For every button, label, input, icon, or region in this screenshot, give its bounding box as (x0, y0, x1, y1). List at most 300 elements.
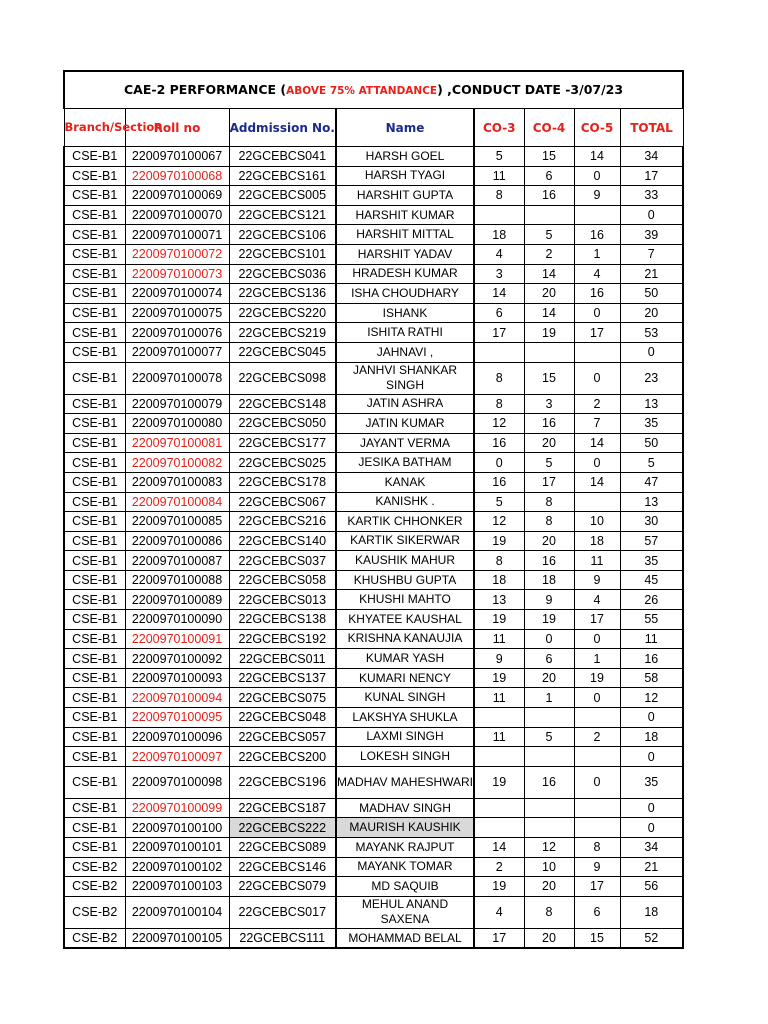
cell-branch: CSE-B1 (64, 186, 125, 206)
cell-roll: 2200970100097 (125, 747, 229, 767)
cell-admission: 22GCEBCS161 (229, 166, 336, 186)
cell-co4: 8 (524, 512, 574, 532)
table-row (64, 766, 683, 798)
cell-co5: 9 (574, 186, 620, 206)
table-row (64, 284, 683, 304)
cell-co4: 18 (524, 570, 574, 590)
cell-admission: 22GCEBCS041 (229, 147, 336, 167)
cell-co4: 19 (524, 610, 574, 630)
cell-co3 (474, 798, 524, 818)
cell-co3: 19 (474, 610, 524, 630)
cell-total: 20 (620, 303, 683, 323)
cell-co4: 10 (524, 857, 574, 877)
cell-admission: 22GCEBCS013 (229, 590, 336, 610)
cell-co4: 16 (524, 551, 574, 571)
header-co3: CO-3 (474, 109, 524, 147)
header-co4: CO-4 (524, 109, 574, 147)
cell-roll: 2200970100074 (125, 284, 229, 304)
cell-total: 45 (620, 570, 683, 590)
cell-co3: 18 (474, 570, 524, 590)
cell-co5 (574, 798, 620, 818)
cell-co3: 8 (474, 186, 524, 206)
cell-admission: 22GCEBCS219 (229, 323, 336, 343)
cell-name: JAYANT VERMA (336, 433, 474, 453)
cell-roll: 2200970100086 (125, 531, 229, 551)
cell-co5: 17 (574, 323, 620, 343)
cell-roll: 2200970100088 (125, 570, 229, 590)
cell-roll: 2200970100077 (125, 342, 229, 362)
cell-branch: CSE-B1 (64, 362, 125, 394)
sheet-title (64, 71, 683, 109)
cell-branch: CSE-B1 (64, 433, 125, 453)
table-row (64, 570, 683, 590)
cell-co4: 5 (524, 727, 574, 747)
cell-name: JESIKA BATHAM (336, 453, 474, 473)
cell-total: 21 (620, 857, 683, 877)
cell-admission: 22GCEBCS138 (229, 610, 336, 630)
cell-total: 17 (620, 166, 683, 186)
cell-co3 (474, 342, 524, 362)
cell-total: 11 (620, 629, 683, 649)
cell-co3: 4 (474, 244, 524, 264)
cell-admission: 22GCEBCS121 (229, 205, 336, 225)
cell-co4 (524, 708, 574, 728)
cell-co4: 17 (524, 472, 574, 492)
cell-co3: 16 (474, 472, 524, 492)
cell-roll: 2200970100068 (125, 166, 229, 186)
cell-branch: CSE-B1 (64, 492, 125, 512)
cell-co4: 14 (524, 264, 574, 284)
cell-branch: CSE-B1 (64, 649, 125, 669)
cell-branch: CSE-B1 (64, 688, 125, 708)
cell-total: 34 (620, 147, 683, 167)
table-row (64, 147, 683, 167)
cell-co3: 16 (474, 433, 524, 453)
table-row (64, 551, 683, 571)
cell-branch: CSE-B1 (64, 629, 125, 649)
cell-admission: 22GCEBCS098 (229, 362, 336, 394)
cell-co4: 19 (524, 323, 574, 343)
cell-admission: 22GCEBCS137 (229, 668, 336, 688)
cell-roll: 2200970100104 (125, 896, 229, 928)
cell-name: KANISHK . (336, 492, 474, 512)
cell-co4: 5 (524, 453, 574, 473)
cell-roll: 2200970100090 (125, 610, 229, 630)
cell-co4: 15 (524, 362, 574, 394)
cell-admission: 22GCEBCS057 (229, 727, 336, 747)
cell-co5 (574, 818, 620, 838)
cell-co4: 20 (524, 284, 574, 304)
cell-roll: 2200970100067 (125, 147, 229, 167)
table-row (64, 629, 683, 649)
cell-branch: CSE-B1 (64, 472, 125, 492)
header-roll: Roll no (125, 109, 229, 147)
cell-co5: 14 (574, 433, 620, 453)
cell-roll: 2200970100092 (125, 649, 229, 669)
cell-co5: 1 (574, 244, 620, 264)
table-row (64, 688, 683, 708)
cell-name: MAURISH KAUSHIK (336, 818, 474, 838)
table-row (64, 818, 683, 838)
cell-co3: 14 (474, 838, 524, 858)
cell-roll: 2200970100095 (125, 708, 229, 728)
cell-admission: 22GCEBCS216 (229, 512, 336, 532)
table-row (64, 708, 683, 728)
cell-total: 34 (620, 838, 683, 858)
cell-admission: 22GCEBCS089 (229, 838, 336, 858)
cell-admission: 22GCEBCS178 (229, 472, 336, 492)
cell-branch: CSE-B1 (64, 205, 125, 225)
cell-roll: 2200970100084 (125, 492, 229, 512)
cell-name: KHYATEE KAUSHAL (336, 610, 474, 630)
cell-co5 (574, 747, 620, 767)
cell-branch: CSE-B1 (64, 453, 125, 473)
cell-co5: 16 (574, 225, 620, 245)
cell-name: HARSHIT KUMAR (336, 205, 474, 225)
cell-co5: 0 (574, 629, 620, 649)
cell-co3: 17 (474, 928, 524, 948)
cell-admission: 22GCEBCS048 (229, 708, 336, 728)
cell-total: 58 (620, 668, 683, 688)
cell-admission: 22GCEBCS017 (229, 896, 336, 928)
cell-name: JANHVI SHANKAR SINGH (336, 362, 474, 394)
cell-co4: 9 (524, 590, 574, 610)
cell-co3: 4 (474, 896, 524, 928)
cell-name: JATIN KUMAR (336, 414, 474, 434)
cell-co5: 4 (574, 264, 620, 284)
cell-total: 35 (620, 766, 683, 798)
cell-co3: 8 (474, 551, 524, 571)
table-row (64, 928, 683, 948)
cell-co4: 20 (524, 531, 574, 551)
cell-name: HRADESH KUMAR (336, 264, 474, 284)
table-row (64, 531, 683, 551)
cell-roll: 2200970100099 (125, 798, 229, 818)
cell-branch: CSE-B2 (64, 857, 125, 877)
performance-sheet (63, 70, 682, 949)
cell-co4: 6 (524, 166, 574, 186)
cell-co5: 14 (574, 147, 620, 167)
cell-co5: 0 (574, 303, 620, 323)
cell-name: MEHUL ANAND SAXENA (336, 896, 474, 928)
cell-co5: 0 (574, 688, 620, 708)
table-row (64, 472, 683, 492)
cell-total: 47 (620, 472, 683, 492)
cell-total: 18 (620, 727, 683, 747)
cell-branch: CSE-B1 (64, 512, 125, 532)
cell-co5 (574, 708, 620, 728)
cell-total: 21 (620, 264, 683, 284)
title-attendance-note: ABOVE 75% ATTANDANCE (286, 84, 438, 97)
header-admission: Addmission No. (229, 109, 336, 147)
cell-co3: 12 (474, 512, 524, 532)
cell-co4: 16 (524, 186, 574, 206)
cell-total: 13 (620, 492, 683, 512)
cell-name: HARSHIT YADAV (336, 244, 474, 264)
table-row (64, 166, 683, 186)
cell-co5: 9 (574, 857, 620, 877)
cell-co3 (474, 747, 524, 767)
cell-branch: CSE-B1 (64, 531, 125, 551)
cell-name: ISHANK (336, 303, 474, 323)
cell-name: HARSH GOEL (336, 147, 474, 167)
cell-co3 (474, 818, 524, 838)
cell-total: 12 (620, 688, 683, 708)
cell-admission: 22GCEBCS146 (229, 857, 336, 877)
cell-total: 52 (620, 928, 683, 948)
cell-branch: CSE-B1 (64, 570, 125, 590)
cell-co3: 5 (474, 147, 524, 167)
cell-admission: 22GCEBCS200 (229, 747, 336, 767)
header-co5: CO-5 (574, 109, 620, 147)
cell-co5: 2 (574, 394, 620, 414)
cell-roll: 2200970100094 (125, 688, 229, 708)
cell-co4: 12 (524, 838, 574, 858)
table-row (64, 186, 683, 206)
cell-name: KUMAR YASH (336, 649, 474, 669)
table-row (64, 433, 683, 453)
cell-co4: 20 (524, 668, 574, 688)
title-prefix: CAE-2 PERFORMANCE ( (124, 81, 287, 97)
table-row (64, 877, 683, 897)
cell-co4: 16 (524, 766, 574, 798)
table-row (64, 264, 683, 284)
cell-total: 56 (620, 877, 683, 897)
header-name: Name (336, 109, 474, 147)
cell-co3: 11 (474, 727, 524, 747)
cell-co3: 5 (474, 492, 524, 512)
cell-roll: 2200970100083 (125, 472, 229, 492)
cell-branch: CSE-B1 (64, 264, 125, 284)
table-row (64, 414, 683, 434)
cell-roll: 2200970100080 (125, 414, 229, 434)
cell-co5 (574, 492, 620, 512)
cell-roll: 2200970100079 (125, 394, 229, 414)
cell-branch: CSE-B1 (64, 727, 125, 747)
cell-co3 (474, 205, 524, 225)
cell-co5: 8 (574, 838, 620, 858)
cell-roll: 2200970100070 (125, 205, 229, 225)
table-row (64, 590, 683, 610)
cell-total: 0 (620, 205, 683, 225)
cell-co3: 19 (474, 668, 524, 688)
cell-total: 0 (620, 747, 683, 767)
cell-name: KHUSHI MAHTO (336, 590, 474, 610)
cell-branch: CSE-B1 (64, 147, 125, 167)
cell-co4: 8 (524, 896, 574, 928)
cell-co5: 11 (574, 551, 620, 571)
cell-name: MAYANK TOMAR (336, 857, 474, 877)
cell-co4: 20 (524, 928, 574, 948)
cell-co5: 0 (574, 166, 620, 186)
cell-name: HARSHIT MITTAL (336, 225, 474, 245)
cell-co4: 16 (524, 414, 574, 434)
cell-name: MD SAQUIB (336, 877, 474, 897)
cell-co5: 0 (574, 766, 620, 798)
table-row (64, 512, 683, 532)
cell-admission: 22GCEBCS045 (229, 342, 336, 362)
cell-roll: 2200970100103 (125, 877, 229, 897)
cell-roll: 2200970100081 (125, 433, 229, 453)
cell-roll: 2200970100098 (125, 766, 229, 798)
cell-roll: 2200970100096 (125, 727, 229, 747)
cell-co4 (524, 798, 574, 818)
cell-branch: CSE-B1 (64, 747, 125, 767)
header-branch: Branch/Section (64, 109, 125, 147)
cell-co4: 6 (524, 649, 574, 669)
cell-name: MADHAV MAHESHWARI (336, 766, 474, 798)
cell-branch: CSE-B1 (64, 244, 125, 264)
cell-co3: 18 (474, 225, 524, 245)
cell-co3: 17 (474, 323, 524, 343)
cell-total: 39 (620, 225, 683, 245)
cell-co4: 5 (524, 225, 574, 245)
cell-admission: 22GCEBCS140 (229, 531, 336, 551)
cell-admission: 22GCEBCS058 (229, 570, 336, 590)
cell-total: 33 (620, 186, 683, 206)
cell-name: KANAK (336, 472, 474, 492)
cell-co5: 14 (574, 472, 620, 492)
cell-branch: CSE-B1 (64, 303, 125, 323)
cell-co3: 8 (474, 362, 524, 394)
cell-name: JAHNAVI , (336, 342, 474, 362)
table-row (64, 747, 683, 767)
cell-co5: 6 (574, 896, 620, 928)
cell-total: 0 (620, 342, 683, 362)
cell-branch: CSE-B1 (64, 610, 125, 630)
cell-name: HARSHIT GUPTA (336, 186, 474, 206)
cell-roll: 2200970100082 (125, 453, 229, 473)
cell-roll: 2200970100093 (125, 668, 229, 688)
cell-co5: 16 (574, 284, 620, 304)
cell-co5: 10 (574, 512, 620, 532)
cell-admission: 22GCEBCS037 (229, 551, 336, 571)
table-row (64, 453, 683, 473)
cell-name: KARTIK CHHONKER (336, 512, 474, 532)
cell-co5: 7 (574, 414, 620, 434)
cell-total: 0 (620, 798, 683, 818)
cell-roll: 2200970100075 (125, 303, 229, 323)
cell-co4: 20 (524, 877, 574, 897)
table-row (64, 323, 683, 343)
cell-total: 16 (620, 649, 683, 669)
table-row (64, 649, 683, 669)
cell-co4: 0 (524, 629, 574, 649)
cell-admission: 22GCEBCS177 (229, 433, 336, 453)
cell-name: MOHAMMAD BELAL (336, 928, 474, 948)
cell-co3: 8 (474, 394, 524, 414)
table-row (64, 342, 683, 362)
cell-total: 53 (620, 323, 683, 343)
cell-total: 57 (620, 531, 683, 551)
cell-co3: 19 (474, 877, 524, 897)
cell-branch: CSE-B2 (64, 928, 125, 948)
cell-admission: 22GCEBCS075 (229, 688, 336, 708)
cell-co5: 4 (574, 590, 620, 610)
cell-total: 26 (620, 590, 683, 610)
cell-branch: CSE-B1 (64, 284, 125, 304)
cell-admission: 22GCEBCS067 (229, 492, 336, 512)
cell-name: ISHITA RATHI (336, 323, 474, 343)
cell-admission: 22GCEBCS101 (229, 244, 336, 264)
table-row (64, 205, 683, 225)
table-row (64, 610, 683, 630)
cell-branch: CSE-B1 (64, 766, 125, 798)
cell-admission: 22GCEBCS025 (229, 453, 336, 473)
cell-co4: 2 (524, 244, 574, 264)
cell-admission: 22GCEBCS011 (229, 649, 336, 669)
cell-roll: 2200970100101 (125, 838, 229, 858)
cell-roll: 2200970100071 (125, 225, 229, 245)
cell-co5: 0 (574, 362, 620, 394)
cell-total: 13 (620, 394, 683, 414)
cell-branch: CSE-B1 (64, 166, 125, 186)
cell-admission: 22GCEBCS136 (229, 284, 336, 304)
table-row (64, 492, 683, 512)
table-row (64, 727, 683, 747)
cell-name: LOKESH SINGH (336, 747, 474, 767)
cell-admission: 22GCEBCS050 (229, 414, 336, 434)
cell-branch: CSE-B1 (64, 798, 125, 818)
cell-co3: 11 (474, 688, 524, 708)
cell-roll: 2200970100072 (125, 244, 229, 264)
cell-branch: CSE-B1 (64, 414, 125, 434)
cell-co5: 17 (574, 877, 620, 897)
cell-co5: 1 (574, 649, 620, 669)
cell-admission: 22GCEBCS222 (229, 818, 336, 838)
cell-admission: 22GCEBCS220 (229, 303, 336, 323)
cell-co4: 1 (524, 688, 574, 708)
table-row (64, 668, 683, 688)
cell-branch: CSE-B1 (64, 551, 125, 571)
cell-co3: 3 (474, 264, 524, 284)
cell-admission: 22GCEBCS196 (229, 766, 336, 798)
cell-admission: 22GCEBCS192 (229, 629, 336, 649)
cell-branch: CSE-B1 (64, 394, 125, 414)
cell-branch: CSE-B1 (64, 342, 125, 362)
cell-roll: 2200970100073 (125, 264, 229, 284)
cell-name: KARTIK SIKERWAR (336, 531, 474, 551)
cell-co5: 0 (574, 453, 620, 473)
cell-roll: 2200970100091 (125, 629, 229, 649)
cell-admission: 22GCEBCS187 (229, 798, 336, 818)
cell-co3: 11 (474, 166, 524, 186)
table-row (64, 303, 683, 323)
cell-branch: CSE-B2 (64, 877, 125, 897)
cell-roll: 2200970100102 (125, 857, 229, 877)
cell-total: 23 (620, 362, 683, 394)
performance-table (63, 70, 684, 949)
cell-co5: 17 (574, 610, 620, 630)
cell-total: 0 (620, 818, 683, 838)
cell-total: 35 (620, 551, 683, 571)
cell-total: 50 (620, 433, 683, 453)
cell-branch: CSE-B1 (64, 668, 125, 688)
cell-co4: 20 (524, 433, 574, 453)
cell-co3: 0 (474, 453, 524, 473)
cell-co4 (524, 342, 574, 362)
cell-name: LAKSHYA SHUKLA (336, 708, 474, 728)
cell-branch: CSE-B1 (64, 590, 125, 610)
cell-branch: CSE-B2 (64, 896, 125, 928)
table-body (64, 147, 683, 949)
cell-branch: CSE-B1 (64, 818, 125, 838)
cell-total: 18 (620, 896, 683, 928)
cell-co5: 19 (574, 668, 620, 688)
cell-name: KUNAL SINGH (336, 688, 474, 708)
cell-branch: CSE-B1 (64, 225, 125, 245)
cell-co5: 18 (574, 531, 620, 551)
